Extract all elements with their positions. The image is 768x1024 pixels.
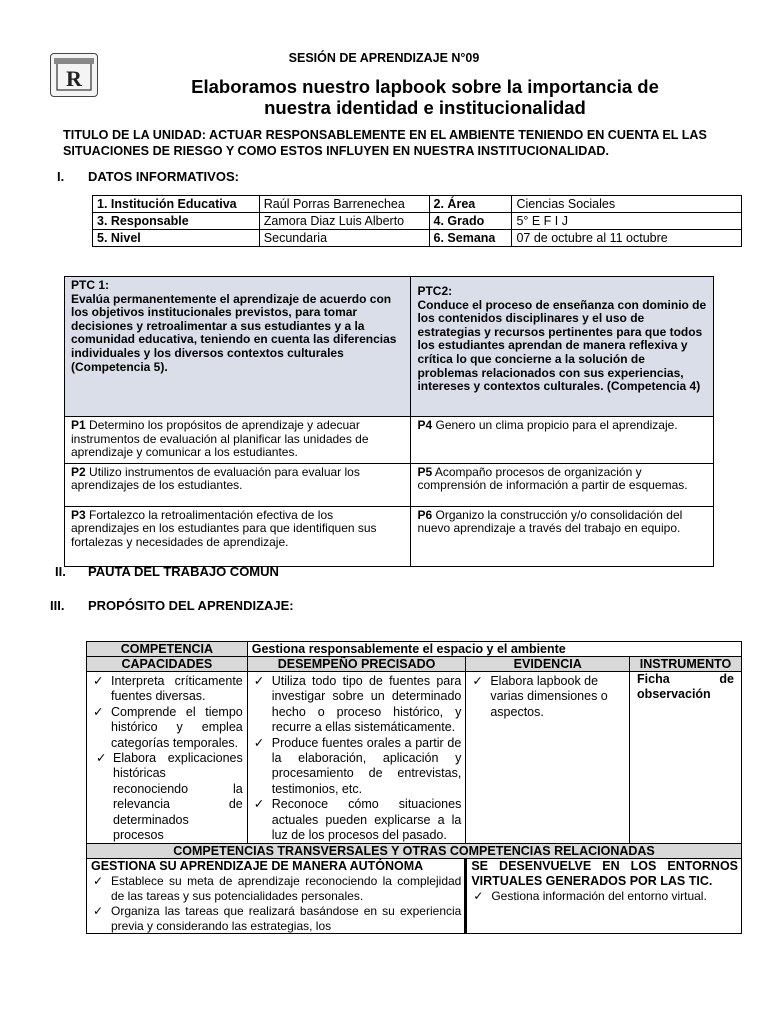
ptc2-label: PTC2: [417, 284, 453, 298]
ptc-item: P5 Acompaño procesos de organización y comprensión de información a partir de esquemas. [411, 463, 714, 506]
table-row [87, 642, 742, 657]
purpose-table [86, 641, 742, 934]
check-icon: ✓ [93, 874, 104, 889]
check-icon: ✓ [472, 674, 483, 688]
ptc-item: P3 Fortalezco la retroalimentación efectiva de los aprendizajes en los estudiantes para que identifiquen sus fortalezas y necesidades de aprendizaje. [65, 506, 411, 566]
info-label: 1. Institución Educativa [93, 196, 260, 213]
table-row [65, 506, 714, 566]
tic-list [471, 889, 738, 904]
info-label: 6. Semana [429, 230, 512, 247]
page-title [100, 76, 750, 118]
table-row [65, 277, 714, 417]
session-number: SESIÓN DE APRENDIZAJE N°09 [288, 51, 480, 65]
capacidades-list [91, 674, 243, 843]
instrumento-cell [630, 672, 742, 844]
ptc2-cell [411, 277, 714, 417]
ptc-item: P2 Utilizo instrumentos de evaluación para evaluar los aprendizajes de los estudiantes. [65, 463, 411, 506]
column-header: DESEMPEÑO PRECISADO [247, 657, 466, 672]
info-value: Raúl Porras Barrenechea [259, 196, 429, 213]
info-value: 07 de octubre al 11 octubre [512, 230, 742, 247]
list-item: ✓ Reconoce cómo situaciones actuales pueden explicarse a la luz de los procesos del pasado. [253, 797, 462, 843]
ptc-table [64, 276, 714, 567]
info-value: 5° E F I J [512, 213, 742, 230]
info-table [92, 195, 742, 247]
table-row [93, 213, 742, 230]
list-item: ✓ Elabora explicaciones históricas reconociendo la relevancia de determinados procesos [96, 751, 243, 843]
table-row [87, 672, 742, 844]
transversal-header: COMPETENCIAS TRANSVERSALES Y OTRAS COMPETENCIAS RELACIONADAS [87, 844, 742, 859]
list-item: ✓ Gestiona información del entorno virtual. [473, 889, 707, 904]
autonomo-title: GESTIONA SU APRENDIZAJE DE MANERA AUTÓNOMA [91, 859, 424, 874]
ptc-item: P1 Determino los propósitos de aprendizaje y adecuar instrumentos de evaluación al planificar las unidades de aprendizaje y comunicar a los estudiantes. [65, 417, 411, 464]
info-label: 2. Área [429, 196, 512, 213]
tic-title: SE DESENVUELVE EN LOS ENTORNOS VIRTUALES GENERADOS POR LAS TIC. [471, 859, 738, 889]
column-header: INSTRUMENTO [630, 657, 742, 672]
check-icon: ✓ [93, 704, 104, 719]
list-item: ✓ Produce fuentes orales a partir de la elaboración, aplicación y procesamiento de entrevistas, testimonios, etc. [253, 735, 462, 796]
table-row [87, 657, 742, 672]
column-header: EVIDENCIA [466, 657, 630, 672]
table-row [65, 417, 714, 464]
info-label: 3. Responsable [93, 213, 260, 230]
desempenos-cell [247, 672, 466, 844]
ptc-item: P4 Genero un clima propicio para el aprendizaje. [411, 417, 714, 464]
check-icon: ✓ [96, 751, 107, 766]
unit-title: TITULO DE LA UNIDAD: ACTUAR RESPONSABLEMENTE EN EL AMBIENTE TENIENDO EN CUENTA EL LAS SITUACIONES DE RIESGO Y COMO ESTOS INFLUYEN EN NUESTRA INSTITUCIONALIDAD. [63, 128, 707, 158]
info-value: Zamora Diaz Luis Alberto [259, 213, 429, 230]
check-icon: ✓ [253, 797, 265, 812]
svg-text:R: R [66, 66, 82, 91]
list-item: ✓ Utiliza todo tipo de fuentes para investigar sobre un determinado hecho o proceso histórico, y recurre a ellas sistemáticamente. [253, 674, 462, 735]
table-row [93, 230, 742, 247]
tic-cell [466, 859, 742, 934]
check-icon: ✓ [93, 903, 104, 918]
check-icon: ✓ [253, 735, 265, 750]
info-value: Secundaria [259, 230, 429, 247]
title-line-2: nuestra identidad e institucionalidad [264, 97, 586, 118]
check-icon: ✓ [253, 674, 265, 688]
info-label: 5. Nivel [93, 230, 260, 247]
table-row [87, 844, 742, 859]
check-icon: ✓ [473, 889, 484, 904]
table-row [87, 859, 742, 934]
list-item: ✓ Comprende el tiempo histórico y emplea categorías temporales. [93, 704, 243, 750]
title-line-1: Elaboramos nuestro lapbook sobre la importancia de [191, 76, 659, 97]
info-value: Ciencias Sociales [512, 196, 742, 213]
list-item: ✓ Interpreta críticamente fuentes diversas. [93, 674, 243, 704]
autonomo-cell [87, 859, 466, 934]
autonomo-list [91, 874, 461, 933]
check-icon: ✓ [93, 674, 104, 688]
ptc-item: P6 Organizo la construcción y/o consolidación del nuevo aprendizaje a través del trabajo en equipo. [411, 506, 714, 566]
competencia-value: Gestiona responsablemente el espacio y el ambiente [247, 642, 741, 657]
ptc1-cell [65, 277, 411, 417]
table-row [93, 196, 742, 213]
ptc1-text: Evalúa permanentemente el aprendizaje de acuerdo con los objetivos institucionales previstos, para tomar decisiones y retroalimentar a sus estudiantes y a la comunidad educativa, teniendo en cuenta las diferencias individuales y los diversos contextos culturales (Competencia 5). [71, 291, 397, 374]
evidencia-list [470, 674, 625, 720]
table-row [65, 463, 714, 506]
competencia-label: COMPETENCIA [87, 642, 248, 657]
ptc1-label: PTC 1: [71, 278, 110, 292]
list-item: ✓ Organiza las tareas que realizará basándose en su experiencia previa y considerando las estrategias, los [93, 903, 462, 933]
evidencia-cell [466, 672, 630, 844]
info-label: 4. Grado [429, 213, 512, 230]
list-item: ✓ Elabora lapbook de varias dimensiones o aspectos. [472, 674, 608, 719]
column-header: CAPACIDADES [87, 657, 248, 672]
list-item: ✓ Establece su meta de aprendizaje reconociendo la complejidad de las tareas y sus potencialidades personales. [93, 874, 462, 904]
desempenos-list [252, 674, 462, 843]
capacidades-cell [87, 672, 248, 844]
ptc2-text: Conduce el proceso de enseñanza con dominio de los contenidos disciplinares y el uso de estrategias y recursos pertinentes para que todos los estudiantes aprendan de manera reflexiva y crítica lo que concierne a la solución de problemas relacionados con sus experiencias, intereses y contextos culturales. (Competencia 4) [417, 297, 707, 394]
instrumento-text: Ficha de observación [637, 672, 734, 702]
